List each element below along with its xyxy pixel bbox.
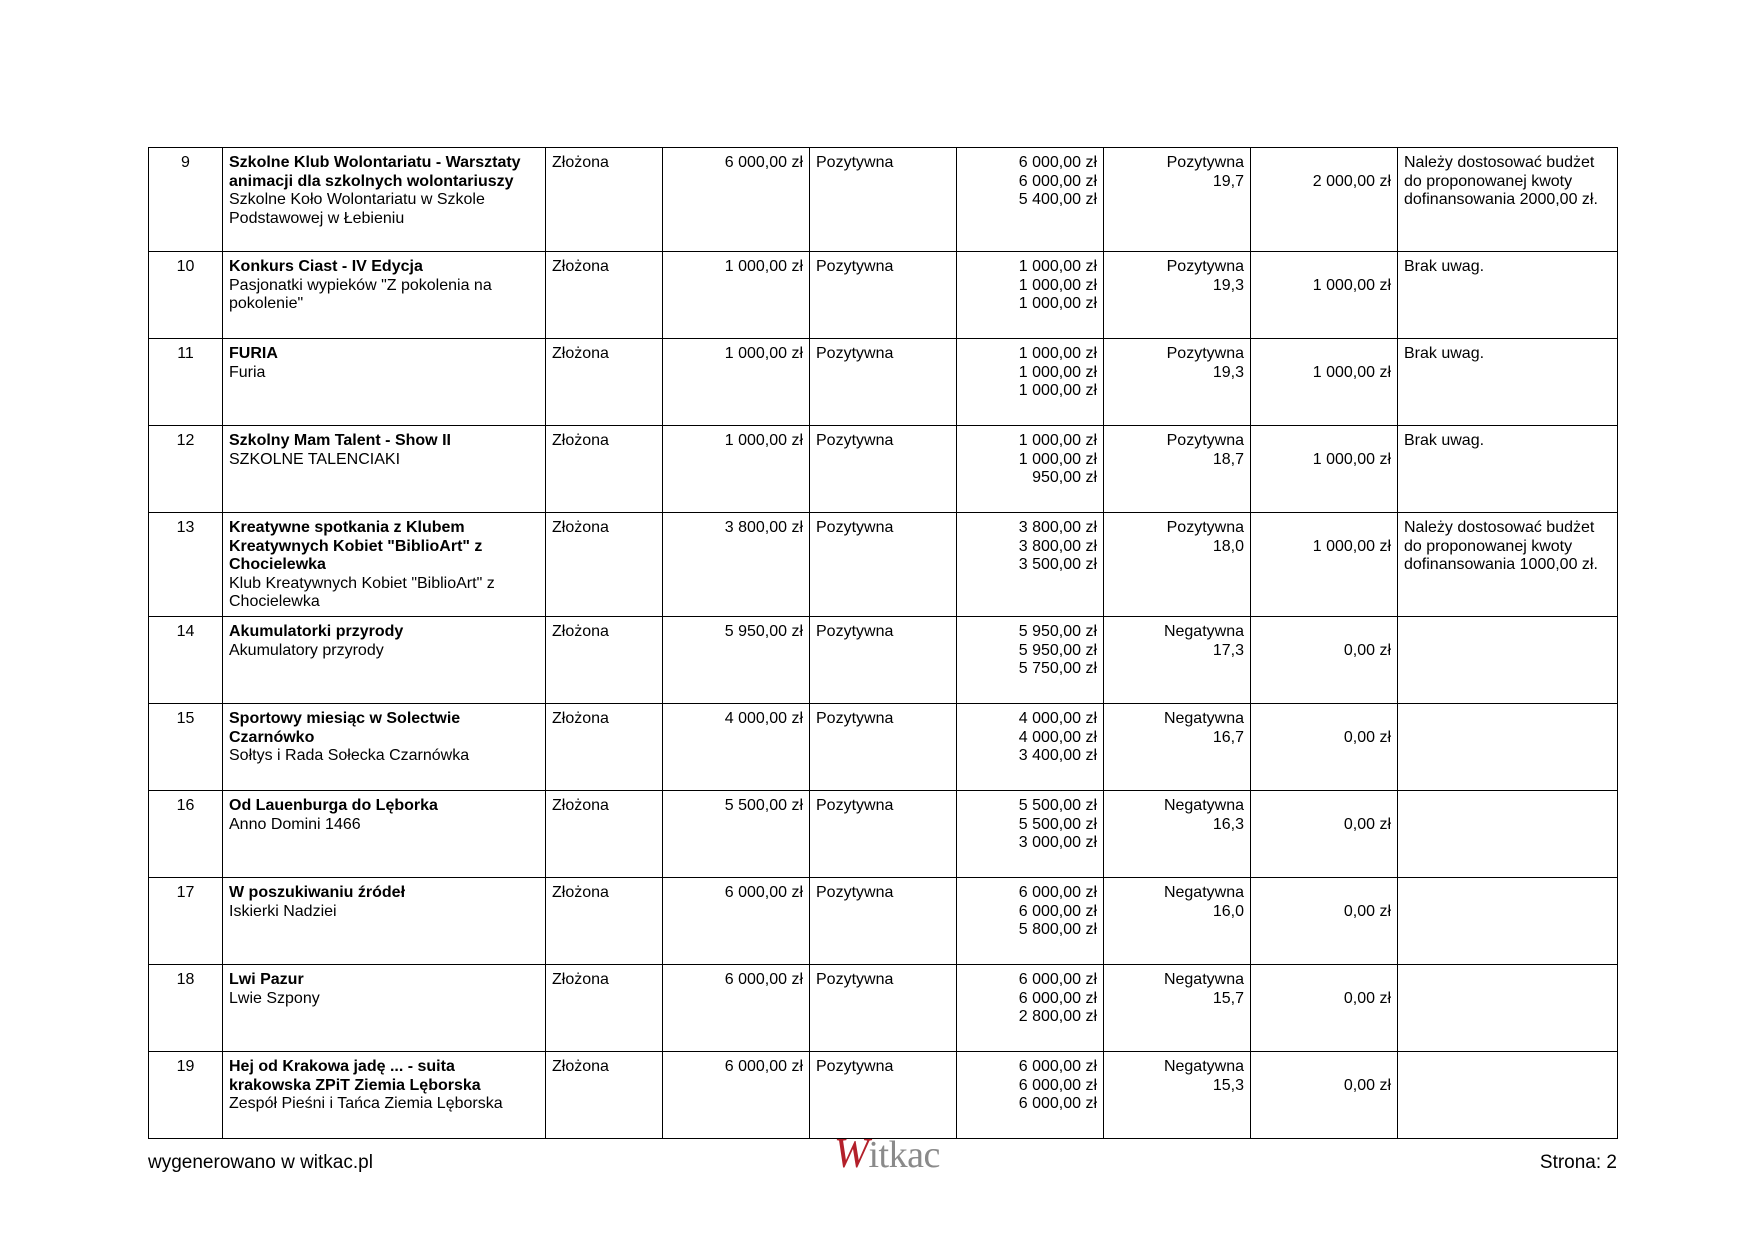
evaluation-cell bbox=[1104, 426, 1251, 513]
requested-amount: 6 000,00 zł bbox=[724, 884, 803, 901]
proposed-amounts-cell bbox=[957, 339, 1104, 426]
notes-cell bbox=[1398, 1052, 1618, 1139]
granted-amount: 1 000,00 zł bbox=[1312, 450, 1391, 468]
status-text: Złożona bbox=[552, 432, 609, 449]
proposed-amount: 1 000,00 zł bbox=[1018, 345, 1097, 362]
evaluation-cell bbox=[1104, 252, 1251, 339]
requested-amount: 6 000,00 zł bbox=[724, 1058, 803, 1075]
project-title: FURIA bbox=[229, 345, 278, 362]
project-title: Szkolne Klub Wolontariatu - Warsztaty animacji dla szkolnych wolontariuszy bbox=[229, 154, 521, 190]
organization-name: Anno Domini 1466 bbox=[229, 815, 361, 833]
notes-cell bbox=[1398, 339, 1618, 426]
requested-amount-cell bbox=[663, 426, 810, 513]
formal-evaluation-cell bbox=[810, 791, 957, 878]
table-row bbox=[149, 426, 1618, 513]
row-number-text: 11 bbox=[177, 345, 194, 362]
evaluation-cell bbox=[1104, 617, 1251, 704]
proposed-amount: 3 000,00 zł bbox=[1018, 834, 1097, 851]
evaluation-score: 18,0 bbox=[1212, 537, 1244, 555]
evaluation-result: Negatywna bbox=[1163, 1058, 1244, 1075]
status-text: Złożona bbox=[552, 258, 609, 275]
project-cell bbox=[223, 513, 546, 617]
proposed-amounts-cell bbox=[957, 148, 1104, 252]
notes-text: Brak uwag. bbox=[1404, 432, 1485, 449]
evaluation-cell bbox=[1104, 878, 1251, 965]
status-text: Złożona bbox=[552, 884, 609, 901]
project-title: Szkolny Mam Talent - Show II bbox=[229, 432, 451, 449]
table-row bbox=[149, 339, 1618, 426]
requested-amount: 6 000,00 zł bbox=[724, 154, 803, 171]
status-cell bbox=[546, 148, 663, 252]
granted-amount: 1 000,00 zł bbox=[1312, 276, 1391, 294]
project-cell bbox=[223, 791, 546, 878]
evaluation-score: 16,0 bbox=[1212, 902, 1244, 920]
formal-evaluation: Pozytywna bbox=[816, 345, 894, 362]
proposed-amount: 1 000,00 zł bbox=[1018, 432, 1097, 449]
project-cell bbox=[223, 339, 546, 426]
project-title: Hej od Krakowa jadę ... - suita krakowska ZPiT Ziemia Lęborska bbox=[229, 1058, 481, 1094]
evaluation-score: 19,3 bbox=[1212, 276, 1244, 294]
requested-amount-cell bbox=[663, 339, 810, 426]
proposed-amount: 1 000,00 zł bbox=[1018, 295, 1097, 312]
requested-amount: 1 000,00 zł bbox=[724, 432, 803, 449]
evaluation-cell bbox=[1104, 704, 1251, 791]
proposed-amount: 6 000,00 zł bbox=[1018, 902, 1097, 920]
table-row bbox=[149, 704, 1618, 791]
row-number bbox=[149, 252, 223, 339]
status-cell bbox=[546, 791, 663, 878]
status-cell bbox=[546, 878, 663, 965]
project-cell bbox=[223, 252, 546, 339]
granted-spacer bbox=[1257, 519, 1391, 538]
requested-amount: 5 950,00 zł bbox=[724, 623, 803, 640]
organization-name: Iskierki Nadziei bbox=[229, 902, 337, 920]
granted-spacer bbox=[1257, 345, 1391, 364]
granted-amount-cell bbox=[1251, 148, 1398, 252]
requested-amount-cell bbox=[663, 704, 810, 791]
status-text: Złożona bbox=[552, 345, 609, 362]
formal-evaluation-cell bbox=[810, 1052, 957, 1139]
status-text: Złożona bbox=[552, 710, 609, 727]
proposed-amount: 6 000,00 zł bbox=[1018, 1058, 1097, 1075]
requested-amount-cell bbox=[663, 252, 810, 339]
formal-evaluation: Pozytywna bbox=[816, 432, 894, 449]
proposed-amount: 2 800,00 zł bbox=[1018, 1008, 1097, 1025]
notes-cell bbox=[1398, 426, 1618, 513]
proposed-amount: 1 000,00 zł bbox=[1018, 382, 1097, 399]
status-cell bbox=[546, 1052, 663, 1139]
evaluation-result: Pozytywna bbox=[1166, 519, 1244, 536]
granted-spacer bbox=[1257, 1058, 1391, 1077]
row-number bbox=[149, 617, 223, 704]
organization-name: Zespół Pieśni i Tańca Ziemia Lęborska bbox=[229, 1095, 503, 1112]
logo-initial: W bbox=[834, 1131, 869, 1177]
formal-evaluation-cell bbox=[810, 704, 957, 791]
row-number-text: 14 bbox=[176, 623, 195, 640]
table-row bbox=[149, 148, 1618, 252]
granted-amount-cell bbox=[1251, 513, 1398, 617]
notes-cell bbox=[1398, 617, 1618, 704]
granted-amount: 0,00 zł bbox=[1343, 728, 1391, 746]
requested-amount: 3 800,00 zł bbox=[724, 519, 803, 536]
granted-spacer bbox=[1257, 710, 1391, 729]
row-number bbox=[149, 513, 223, 617]
row-number-text: 15 bbox=[176, 710, 195, 727]
proposed-amount: 6 000,00 zł bbox=[1018, 884, 1097, 901]
evaluation-score: 18,7 bbox=[1212, 450, 1244, 468]
notes-cell bbox=[1398, 965, 1618, 1052]
notes-text: Brak uwag. bbox=[1404, 345, 1485, 362]
proposed-amounts-cell bbox=[957, 965, 1104, 1052]
status-cell bbox=[546, 617, 663, 704]
row-number bbox=[149, 1052, 223, 1139]
proposed-amount: 4 000,00 zł bbox=[1018, 728, 1097, 746]
row-number bbox=[149, 426, 223, 513]
evaluation-cell bbox=[1104, 513, 1251, 617]
logo-rest: itkac bbox=[868, 1134, 940, 1176]
granted-spacer bbox=[1257, 884, 1391, 903]
formal-evaluation-cell bbox=[810, 513, 957, 617]
formal-evaluation: Pozytywna bbox=[816, 884, 894, 901]
evaluation-result: Pozytywna bbox=[1166, 432, 1244, 449]
formal-evaluation-cell bbox=[810, 252, 957, 339]
status-text: Złożona bbox=[552, 519, 609, 536]
granted-amount-cell bbox=[1251, 426, 1398, 513]
project-cell bbox=[223, 426, 546, 513]
proposed-amount: 5 750,00 zł bbox=[1018, 660, 1097, 677]
granted-amount: 1 000,00 zł bbox=[1312, 363, 1391, 381]
notes-cell bbox=[1398, 148, 1618, 252]
granted-spacer bbox=[1257, 154, 1391, 173]
requested-amount: 1 000,00 zł bbox=[724, 345, 803, 362]
formal-evaluation: Pozytywna bbox=[816, 797, 894, 814]
evaluation-result: Negatywna bbox=[1163, 623, 1244, 640]
row-number bbox=[149, 339, 223, 426]
evaluation-cell bbox=[1104, 148, 1251, 252]
generated-footer: wygenerowano w witkac.pl bbox=[148, 1152, 373, 1173]
project-title: Konkurs Ciast - IV Edycja bbox=[229, 258, 423, 275]
evaluation-result: Pozytywna bbox=[1166, 345, 1244, 362]
formal-evaluation: Pozytywna bbox=[816, 519, 894, 536]
table-row bbox=[149, 513, 1618, 617]
proposed-amounts-cell bbox=[957, 252, 1104, 339]
proposed-amount: 5 950,00 zł bbox=[1018, 641, 1097, 659]
row-number-text: 17 bbox=[176, 884, 195, 901]
requested-amount-cell bbox=[663, 148, 810, 252]
proposed-amounts-cell bbox=[957, 704, 1104, 791]
status-cell bbox=[546, 704, 663, 791]
granted-amount: 0,00 zł bbox=[1343, 902, 1391, 920]
evaluation-score: 19,3 bbox=[1212, 363, 1244, 381]
proposed-amount: 5 400,00 zł bbox=[1018, 191, 1097, 208]
evaluation-result: Pozytywna bbox=[1166, 154, 1244, 171]
proposed-amount: 6 000,00 zł bbox=[1018, 1095, 1097, 1112]
row-number-text: 13 bbox=[176, 519, 195, 536]
status-cell bbox=[546, 513, 663, 617]
proposed-amount: 1 000,00 zł bbox=[1018, 276, 1097, 294]
proposed-amounts-cell bbox=[957, 1052, 1104, 1139]
granted-spacer bbox=[1257, 432, 1391, 451]
table-row bbox=[149, 965, 1618, 1052]
row-number-text: 16 bbox=[176, 797, 195, 814]
granted-amount-cell bbox=[1251, 704, 1398, 791]
evaluation-cell bbox=[1104, 339, 1251, 426]
notes-cell bbox=[1398, 704, 1618, 791]
row-number-text: 19 bbox=[176, 1058, 195, 1075]
organization-name: Pasjonatki wypieków "Z pokolenia na pokolenie" bbox=[229, 276, 492, 312]
evaluation-result: Negatywna bbox=[1163, 797, 1244, 814]
requested-amount: 5 500,00 zł bbox=[724, 797, 803, 814]
evaluation-result: Negatywna bbox=[1163, 710, 1244, 727]
granted-amount-cell bbox=[1251, 791, 1398, 878]
formal-evaluation-cell bbox=[810, 426, 957, 513]
proposed-amounts-cell bbox=[957, 513, 1104, 617]
notes-cell bbox=[1398, 878, 1618, 965]
requested-amount: 6 000,00 zł bbox=[724, 971, 803, 988]
formal-evaluation: Pozytywna bbox=[816, 710, 894, 727]
status-text: Złożona bbox=[552, 1058, 609, 1075]
proposed-amounts-cell bbox=[957, 791, 1104, 878]
table-row bbox=[149, 617, 1618, 704]
formal-evaluation-cell bbox=[810, 878, 957, 965]
formal-evaluation: Pozytywna bbox=[816, 154, 894, 171]
evaluation-cell bbox=[1104, 1052, 1251, 1139]
row-number-text: 10 bbox=[176, 258, 195, 275]
row-number-text: 18 bbox=[176, 971, 195, 988]
granted-spacer bbox=[1257, 971, 1391, 990]
evaluation-score: 17,3 bbox=[1212, 641, 1244, 659]
row-number bbox=[149, 965, 223, 1052]
proposed-amount: 5 950,00 zł bbox=[1018, 623, 1097, 640]
notes-cell bbox=[1398, 791, 1618, 878]
granted-amount: 0,00 zł bbox=[1343, 989, 1391, 1007]
requested-amount: 4 000,00 zł bbox=[724, 710, 803, 727]
status-text: Złożona bbox=[552, 623, 609, 640]
evaluation-score: 16,3 bbox=[1212, 815, 1244, 833]
project-title: Sportowy miesiąc w Solectwie Czarnówko bbox=[229, 710, 461, 746]
requested-amount-cell bbox=[663, 791, 810, 878]
proposed-amount: 3 400,00 zł bbox=[1018, 747, 1097, 764]
formal-evaluation: Pozytywna bbox=[816, 258, 894, 275]
formal-evaluation-cell bbox=[810, 965, 957, 1052]
proposed-amount: 5 500,00 zł bbox=[1018, 797, 1097, 814]
proposed-amount: 6 000,00 zł bbox=[1018, 1076, 1097, 1094]
granted-amount: 0,00 zł bbox=[1343, 1076, 1391, 1094]
requested-amount-cell bbox=[663, 965, 810, 1052]
status-cell bbox=[546, 965, 663, 1052]
results-table bbox=[148, 147, 1618, 1139]
status-cell bbox=[546, 426, 663, 513]
granted-amount-cell bbox=[1251, 617, 1398, 704]
row-number-text: 9 bbox=[181, 154, 190, 171]
evaluation-score: 19,7 bbox=[1212, 172, 1244, 190]
proposed-amount: 6 000,00 zł bbox=[1018, 989, 1097, 1007]
notes-cell bbox=[1398, 513, 1618, 617]
proposed-amount: 6 000,00 zł bbox=[1018, 971, 1097, 988]
row-number-text: 12 bbox=[176, 432, 195, 449]
table-row bbox=[149, 878, 1618, 965]
proposed-amount: 1 000,00 zł bbox=[1018, 450, 1097, 468]
proposed-amount: 3 500,00 zł bbox=[1018, 556, 1097, 573]
requested-amount: 1 000,00 zł bbox=[724, 258, 803, 275]
organization-name: SZKOLNE TALENCIAKI bbox=[229, 450, 401, 468]
notes-text: Należy dostosować budżet do proponowanej kwoty dofinansowania 1000,00 zł. bbox=[1404, 519, 1598, 573]
granted-spacer bbox=[1257, 623, 1391, 642]
granted-spacer bbox=[1257, 258, 1391, 277]
project-title: Kreatywne spotkania z Klubem Kreatywnych Kobiet "BiblioArt" z Chocielewka bbox=[229, 519, 483, 573]
requested-amount-cell bbox=[663, 878, 810, 965]
evaluation-score: 15,3 bbox=[1212, 1076, 1244, 1094]
organization-name: Sołtys i Rada Sołecka Czarnówka bbox=[229, 747, 470, 764]
proposed-amounts-cell bbox=[957, 617, 1104, 704]
project-cell bbox=[223, 704, 546, 791]
granted-amount: 2 000,00 zł bbox=[1312, 172, 1391, 190]
status-text: Złożona bbox=[552, 971, 609, 988]
notes-text: Brak uwag. bbox=[1404, 258, 1485, 275]
evaluation-result: Negatywna bbox=[1163, 971, 1244, 988]
granted-amount-cell bbox=[1251, 1052, 1398, 1139]
project-title: W poszukiwaniu źródeł bbox=[229, 884, 406, 901]
formal-evaluation: Pozytywna bbox=[816, 1058, 894, 1075]
formal-evaluation: Pozytywna bbox=[816, 623, 894, 640]
project-cell bbox=[223, 1052, 546, 1139]
organization-name: Szkolne Koło Wolontariatu w Szkole Podstawowej w Łebieniu bbox=[229, 191, 485, 227]
proposed-amount: 3 800,00 zł bbox=[1018, 537, 1097, 555]
granted-amount: 0,00 zł bbox=[1343, 641, 1391, 659]
proposed-amount: 5 500,00 zł bbox=[1018, 815, 1097, 833]
organization-name: Akumulatory przyrody bbox=[229, 641, 384, 659]
notes-cell bbox=[1398, 252, 1618, 339]
granted-amount: 0,00 zł bbox=[1343, 815, 1391, 833]
row-number bbox=[149, 878, 223, 965]
evaluation-score: 15,7 bbox=[1212, 989, 1244, 1007]
status-text: Złożona bbox=[552, 797, 609, 814]
project-cell bbox=[223, 148, 546, 252]
formal-evaluation: Pozytywna bbox=[816, 971, 894, 988]
granted-amount-cell bbox=[1251, 252, 1398, 339]
proposed-amount: 5 800,00 zł bbox=[1018, 921, 1097, 938]
granted-amount: 1 000,00 zł bbox=[1312, 537, 1391, 555]
proposed-amount: 3 800,00 zł bbox=[1018, 519, 1097, 536]
formal-evaluation-cell bbox=[810, 617, 957, 704]
row-number bbox=[149, 704, 223, 791]
granted-spacer bbox=[1257, 797, 1391, 816]
proposed-amount: 1 000,00 zł bbox=[1018, 363, 1097, 381]
status-text: Złożona bbox=[552, 154, 609, 171]
table-row bbox=[149, 791, 1618, 878]
evaluation-result: Pozytywna bbox=[1166, 258, 1244, 275]
evaluation-result: Negatywna bbox=[1163, 884, 1244, 901]
formal-evaluation-cell bbox=[810, 339, 957, 426]
page-number: Strona: 2 bbox=[1539, 1152, 1617, 1173]
evaluation-cell bbox=[1104, 965, 1251, 1052]
organization-name: Klub Kreatywnych Kobiet "BiblioArt" z Chocielewka bbox=[229, 574, 495, 610]
proposed-amount: 1 000,00 zł bbox=[1018, 258, 1097, 275]
project-title: Akumulatorki przyrody bbox=[229, 623, 404, 640]
evaluation-score: 16,7 bbox=[1212, 728, 1244, 746]
status-cell bbox=[546, 252, 663, 339]
table-row bbox=[149, 1052, 1618, 1139]
row-number bbox=[149, 791, 223, 878]
proposed-amounts-cell bbox=[957, 426, 1104, 513]
proposed-amount: 950,00 zł bbox=[1032, 469, 1097, 486]
project-title: Od Lauenburga do Lęborka bbox=[229, 797, 438, 814]
organization-name: Furia bbox=[229, 363, 266, 381]
project-cell bbox=[223, 617, 546, 704]
project-cell bbox=[223, 965, 546, 1052]
proposed-amount: 6 000,00 zł bbox=[1018, 172, 1097, 190]
granted-amount-cell bbox=[1251, 878, 1398, 965]
status-cell bbox=[546, 339, 663, 426]
project-title: Lwi Pazur bbox=[229, 971, 304, 988]
organization-name: Lwie Szpony bbox=[229, 989, 320, 1007]
table-row bbox=[149, 252, 1618, 339]
evaluation-cell bbox=[1104, 791, 1251, 878]
proposed-amount: 6 000,00 zł bbox=[1018, 154, 1097, 171]
witkac-logo bbox=[834, 1130, 940, 1178]
proposed-amounts-cell bbox=[957, 878, 1104, 965]
project-cell bbox=[223, 878, 546, 965]
row-number bbox=[149, 148, 223, 252]
proposed-amount: 4 000,00 zł bbox=[1018, 710, 1097, 727]
formal-evaluation-cell bbox=[810, 148, 957, 252]
requested-amount-cell bbox=[663, 513, 810, 617]
requested-amount-cell bbox=[663, 1052, 810, 1139]
requested-amount-cell bbox=[663, 617, 810, 704]
granted-amount-cell bbox=[1251, 965, 1398, 1052]
granted-amount-cell bbox=[1251, 339, 1398, 426]
notes-text: Należy dostosować budżet do proponowanej kwoty dofinansowania 2000,00 zł. bbox=[1404, 154, 1598, 208]
